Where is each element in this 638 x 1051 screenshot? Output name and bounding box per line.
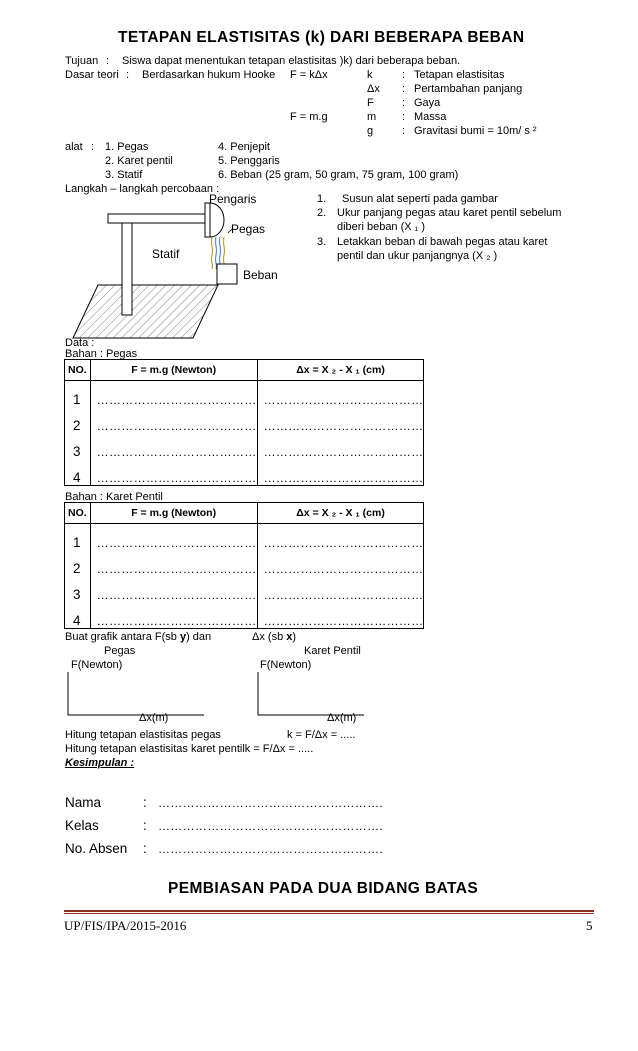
table-row: [65, 550, 424, 576]
alat-sep: :: [91, 141, 95, 153]
force-cell: …………………………………: [90, 524, 257, 551]
table1-caption: Bahan : Pegas: [65, 348, 138, 360]
step-number: 2.: [317, 207, 327, 219]
graph-axes-karet: [256, 672, 366, 717]
symbol-desc: Massa: [414, 111, 447, 123]
graph-title-karet: Karet Pentil: [304, 645, 361, 657]
alat-item: 3. Statif: [105, 169, 143, 181]
table-row: [65, 602, 424, 629]
graph-instruction-text: ): [292, 631, 297, 643]
step-text: diberi beban (X ₁ ): [337, 221, 426, 233]
step-number: 1.: [317, 193, 327, 205]
table2-caption: Bahan : Karet Pentil: [65, 491, 163, 503]
hitung-pegas-formula: k = F/Δx = .....: [287, 729, 356, 741]
diagram-label-pegas: Pegas: [231, 222, 266, 236]
graph-ylabel: F(Newton): [71, 659, 123, 671]
force-cell: …………………………………: [90, 407, 257, 433]
langkah-label: Langkah – langkah percobaan :: [65, 183, 220, 195]
column-header: F = m.g (Newton): [90, 360, 257, 381]
tujuan-sep: :: [106, 55, 110, 67]
step-text: Ukur panjang pegas atau karet pentil sebelum: [337, 207, 562, 219]
symbol-desc: Gravitasi bumi = 10m/ s ²: [414, 125, 537, 137]
symbol-desc: Tetapan elastisitas: [414, 69, 505, 81]
graph-instruction-axis: x: [286, 631, 293, 643]
table-row: [65, 407, 424, 433]
column-header: NO.: [65, 360, 91, 381]
alat-label: alat: [65, 141, 83, 153]
table-row: [65, 459, 424, 486]
delta-x-cell: …………………………………: [257, 550, 424, 576]
dasar-teori-label: Dasar teori: [65, 69, 119, 81]
data-label: Data :: [65, 337, 95, 349]
step-text: Susun alat seperti pada gambar: [342, 193, 498, 205]
force-cell: …………………………………: [90, 459, 257, 486]
graph-instruction-text: Δx (sb: [252, 631, 287, 643]
symbol-sep: :: [402, 111, 406, 123]
force-cell: …………………………………: [90, 576, 257, 602]
force-cell: …………………………………: [90, 433, 257, 459]
formula-hooke: F = kΔx: [290, 69, 328, 81]
delta-x-cell: …………………………………: [257, 576, 424, 602]
force-cell: …………………………………: [90, 381, 257, 408]
symbol-sep: :: [402, 83, 406, 95]
hitung-karet: Hitung tetapan elastisitas karet pentilk = F/Δx = .....: [65, 743, 314, 755]
table-header-row: [65, 503, 424, 524]
footer-left: UP/FIS/IPA/2015-2016: [64, 918, 187, 933]
table-pegas: [64, 359, 424, 486]
symbol-f: F: [367, 97, 374, 109]
symbol-dx: Δx: [367, 83, 380, 95]
table-row: [65, 433, 424, 459]
delta-x-cell: …………………………………: [257, 459, 424, 486]
symbol-sep: :: [402, 97, 406, 109]
footer-rule: [64, 910, 594, 912]
symbol-g: g: [367, 125, 374, 137]
symbol-sep: :: [402, 125, 406, 137]
alat-item: 2. Karet pentil: [105, 155, 173, 167]
alat-item: 4. Penjepit: [218, 141, 270, 153]
graph-axes-pegas: [66, 672, 206, 717]
statif-arm: [108, 214, 206, 223]
graph-instruction-axis: y: [179, 631, 187, 643]
kelas-label: Kelas: [65, 818, 99, 833]
absen-label: No. Absen: [65, 841, 128, 856]
absen-sep: :: [143, 841, 147, 856]
graph-ylabel: F(Newton): [260, 659, 312, 671]
row-number: 4: [65, 459, 91, 486]
beban-box: [217, 264, 237, 284]
tujuan-text: Siswa dapat menentukan tetapan elastisitas )k) dari beberapa beban.: [122, 55, 461, 67]
graph-xlabel: Δx(m): [327, 712, 357, 724]
clamp-icon: [210, 203, 224, 237]
dasar-teori-text: Berdasarkan hukum Hooke: [142, 69, 276, 81]
column-header: Δx = X ₂ - X ₁ (cm): [257, 503, 424, 524]
graph-instruction: [65, 631, 211, 643]
row-number: 1: [65, 524, 91, 551]
graph-instruction-dx: [252, 631, 296, 643]
alat-item: 1. Pegas: [105, 141, 149, 153]
hitung-pegas: Hitung tetapan elastisitas pegas: [65, 729, 221, 741]
symbol-desc: Gaya: [414, 97, 441, 109]
step-text: Letakkan beban di bawah pegas atau karet: [337, 236, 548, 248]
alat-item: 5. Penggaris: [218, 155, 280, 167]
table-karet-pentil: [64, 502, 424, 629]
diagram-label-pengaris: Pengaris: [209, 192, 257, 206]
graph-title-pegas: Pegas: [104, 645, 136, 657]
force-cell: …………………………………: [90, 602, 257, 629]
kelas-sep: :: [143, 818, 147, 833]
diagram-label-statif: Statif: [152, 247, 180, 261]
kelas-field[interactable]: ……………………………………………….: [158, 819, 384, 833]
formula-weight: F = m.g: [290, 111, 328, 123]
force-cell: …………………………………: [90, 550, 257, 576]
symbol-k: k: [367, 69, 373, 81]
nama-field[interactable]: ……………………………………………….: [158, 796, 384, 810]
diagram-label-beban: Beban: [243, 268, 278, 282]
graph-instruction-text: ) dan: [186, 631, 212, 643]
absen-field[interactable]: ……………………………………………….: [158, 842, 384, 856]
symbol-sep: :: [402, 69, 406, 81]
nama-sep: :: [143, 795, 147, 810]
row-number: 1: [65, 381, 91, 408]
row-number: 3: [65, 433, 91, 459]
base-plate: [73, 285, 218, 338]
table-row: [65, 381, 424, 408]
page-number: 5: [586, 918, 593, 933]
table-header-row: [65, 360, 424, 381]
symbol-desc: Pertambahan panjang: [414, 83, 523, 95]
alat-item: 6. Beban (25 gram, 50 gram, 75 gram, 100 gram): [218, 169, 459, 181]
statif-rod: [122, 218, 132, 315]
row-number: 2: [65, 550, 91, 576]
footer-rule-thin: [64, 913, 594, 914]
dasar-teori-sep: :: [126, 69, 130, 81]
delta-x-cell: …………………………………: [257, 433, 424, 459]
delta-x-cell: …………………………………: [257, 524, 424, 551]
kesimpulan-label: Kesimpulan :: [65, 757, 135, 769]
column-header: NO.: [65, 503, 91, 524]
step-number: 3.: [317, 236, 327, 248]
delta-x-cell: …………………………………: [257, 407, 424, 433]
symbol-m: m: [367, 111, 377, 123]
column-header: F = m.g (Newton): [90, 503, 257, 524]
graph-instruction-text: Buat grafik antara F(sb: [65, 631, 180, 643]
nama-label: Nama: [65, 795, 102, 810]
tujuan-label: Tujuan: [65, 55, 99, 67]
row-number: 3: [65, 576, 91, 602]
delta-x-cell: …………………………………: [257, 602, 424, 629]
page-title: TETAPAN ELASTISITAS (k) DARI BEBERAPA BEBAN: [118, 29, 525, 46]
table-row: [65, 524, 424, 551]
step-text: pentil dan ukur panjangnya (X ₂ ): [337, 250, 498, 262]
next-section-title: PEMBIASAN PADA DUA BIDANG BATAS: [168, 880, 479, 897]
graph-xlabel: Δx(m): [139, 712, 169, 724]
table-row: [65, 576, 424, 602]
column-header: Δx = X ₂ - X ₁ (cm): [257, 360, 424, 381]
delta-x-cell: …………………………………: [257, 381, 424, 408]
row-number: 2: [65, 407, 91, 433]
row-number: 4: [65, 602, 91, 629]
